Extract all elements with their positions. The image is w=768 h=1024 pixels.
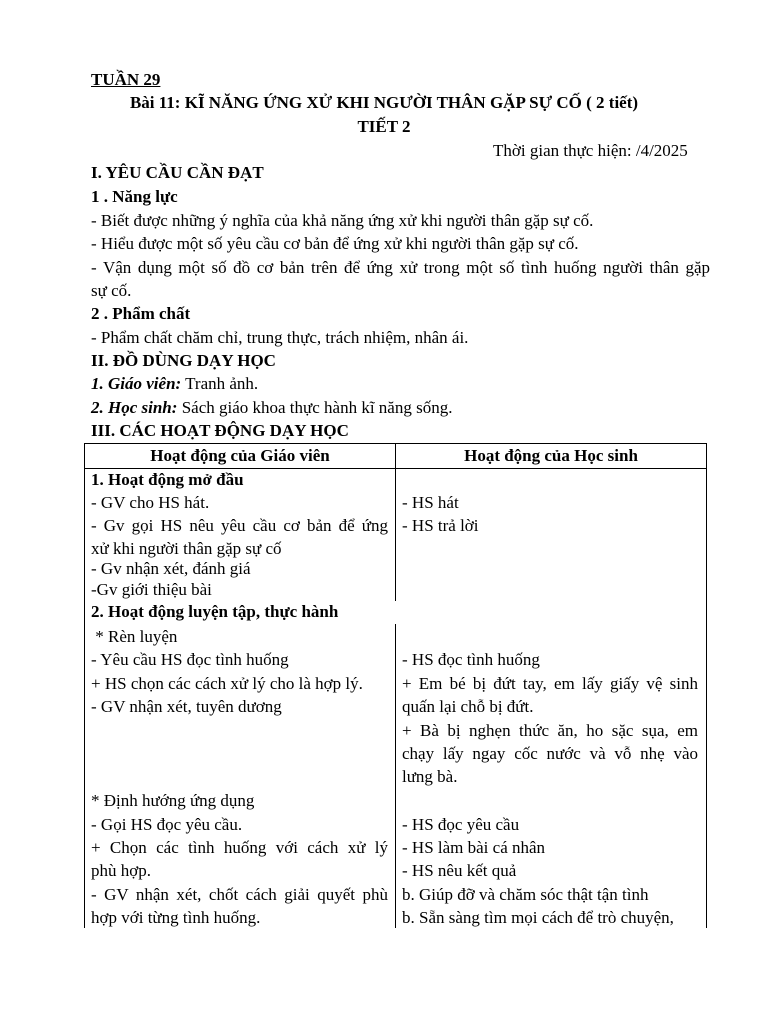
student-row: - HS trả lời [402,516,479,535]
table-divider-bottom [395,624,396,928]
quality-heading: 2 . Phẩm chất [91,304,191,323]
table-divider-top [395,467,396,601]
student-row: - HS nêu kết quả [402,861,517,880]
competency-line-1: - Biết được những ý nghĩa của khả năng ứng xử khi người thân gặp sự cố. [91,211,594,230]
teacher-row: + HS chọn các cách xử lý cho là hợp lý. [91,674,363,693]
teacher-row: -Gv giới thiệu bài [91,580,212,599]
student-label: 2. Học sinh: [91,398,178,417]
teacher-row: - Gọi HS đọc yêu cầu. [91,815,243,834]
student-row: - HS đọc tình huống [402,650,540,669]
lesson-title: Bài 11: KĨ NĂNG ỨNG XỬ KHI NGƯỜI THÂN GẶP SỰ CỐ ( 2 tiết) [129,93,639,112]
competency-heading: 1 . Năng lực [91,187,178,206]
teacher-label: 1. Giáo viên: [91,374,182,393]
student-row: - HS làm bài cá nhân [402,838,546,857]
teacher-row-heading-1: 1. Hoạt động mở đầu [91,470,244,489]
quality-line: - Phẩm chất chăm chỉ, trung thực, trách nhiệm, nhân ái. [91,328,469,347]
teacher-row: - GV nhận xét, chốt cách giải quyết phù [91,885,388,904]
student-row: + Em bé bị đứt tay, em lấy giấy vệ sinh [402,674,698,693]
competency-line-2: - Hiểu được một số yêu cầu cơ bản để ứng xử khi người thân gặp sự cố. [91,234,579,253]
teacher-row: * Định hướng ứng dụng [91,791,255,810]
table-right-border [706,467,707,928]
teacher-value: Tranh ảnh. [181,374,259,393]
teacher-row: - Yêu cầu HS đọc tình huống [91,650,289,669]
teacher-materials [91,374,258,394]
period-label: TIẾT 2 [357,117,411,136]
teacher-column-header: Hoạt động của Giáo viên [85,444,396,469]
student-row: - HS hát [402,493,459,512]
student-value: Sách giáo khoa thực hành kĩ năng sống. [177,398,453,417]
week-label: TUẦN 29 [91,70,161,89]
teacher-row: - GV nhận xét, tuyên dương [91,697,282,716]
activity-table [84,443,707,469]
teacher-row-heading-2: 2. Hoạt động luyện tập, thực hành [91,602,339,621]
student-row: chạy lấy ngay cốc nước và vỗ nhẹ vào [402,744,698,763]
section-2-heading: II. ĐỒ DÙNG DẠY HỌC [91,351,276,370]
table-left-border [84,467,85,928]
student-row: b. Sẵn sàng tìm mọi cách để trò chuyện, [402,908,674,927]
student-row: + Bà bị nghẹn thức ăn, ho sặc sụa, em [402,721,698,740]
teacher-row: - GV cho HS hát. [91,493,210,512]
student-column-header: Hoạt động của Học sinh [396,444,707,469]
teacher-row: - Gv gọi HS nêu yêu cầu cơ bản để ứng [91,516,388,535]
student-row: - HS đọc yêu cầu [402,815,520,834]
teacher-row: + Chọn các tình huống với cách xử lý [91,838,388,857]
section-1-heading: I. YÊU CẦU CẦN ĐẠT [91,163,264,182]
competency-line-4: sự cố. [91,281,132,300]
competency-line-3: - Vận dụng một số đồ cơ bản trên để ứng xử trong một số tình huống người thân gặp [91,258,710,277]
teacher-row: xử khi người thân gặp sự cố [91,539,282,558]
teacher-row: * Rèn luyện [91,627,178,646]
teacher-row: - Gv nhận xét, đánh giá [91,559,251,578]
student-row: b. Giúp đỡ và chăm sóc thật tận tình [402,885,649,904]
student-row: lưng bà. [402,767,458,786]
date-line: Thời gian thực hiện: /4/2025 [493,141,688,160]
student-materials [91,398,452,418]
section-3-heading: III. CÁC HOẠT ĐỘNG DẠY HỌC [91,421,349,440]
teacher-row: phù hợp. [91,861,151,880]
student-row: quấn lại chỗ bị đứt. [402,697,534,716]
teacher-row: hợp với từng tình huống. [91,908,261,927]
